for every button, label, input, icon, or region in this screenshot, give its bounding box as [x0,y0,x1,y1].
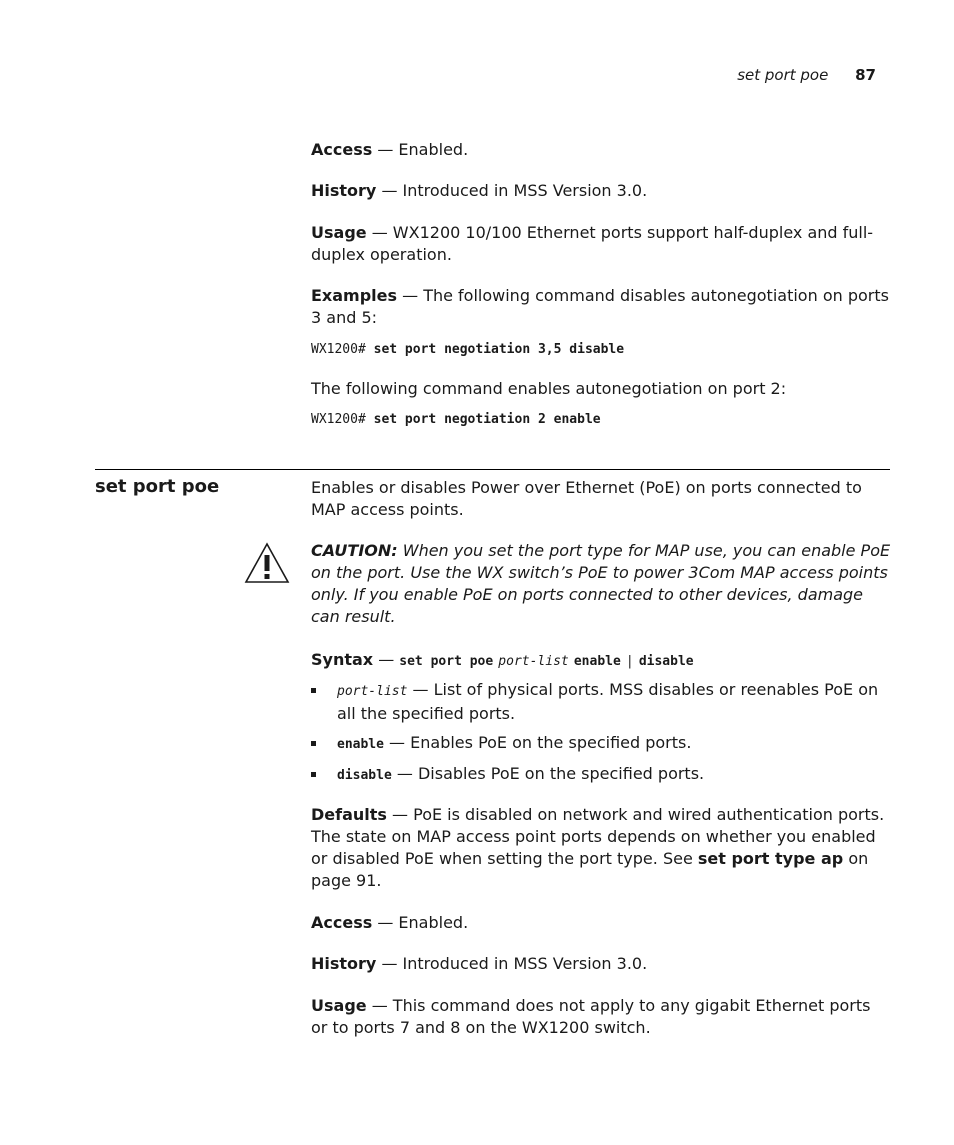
page-number: 87 [855,66,876,84]
section-title: set port poe [95,476,220,497]
usage: Usage — This command does not apply to any gigabit Ethernet ports or to ports 7 and 8 on the WX1200 switch. [311,996,871,1037]
bullet-square-icon [311,688,316,693]
running-header [737,66,876,84]
xref-link[interactable]: set port type ap [697,849,844,868]
history: History — Introduced in MSS Version 3.0. [311,954,648,973]
example1-code: WX1200# set port negotiation 3,5 disable [311,342,625,357]
prev-examples: Examples — The following command disables autonegotiation on ports 3 and 5: [311,286,889,327]
prev-history: History — Introduced in MSS Version 3.0. [311,181,648,200]
example2-intro: The following command enables autonegotiation on port 2: [311,379,787,398]
example2-code: WX1200# set port negotiation 2 enable [311,412,601,427]
caution-note: CAUTION: When you set the port type for MAP use, you can enable PoE on the port. Use the WX switch’s PoE to power 3Com MAP access points only. If you enable PoE on ports connected to other devices, damage can result. [311,541,891,626]
header-title: set port poe [737,66,829,84]
syntax-line: Syntax — set port poe port-list enable | disable [311,650,694,669]
section-intro: Enables or disables Power over Ethernet (PoE) on ports connected to MAP access points. [311,478,862,519]
prev-usage: Usage — WX1200 10/100 Ethernet ports support half-duplex and full-duplex operation. [311,223,874,264]
access: Access — Enabled. [311,913,469,932]
prev-access: Access — Enabled. [311,140,469,159]
bullet-square-icon [311,741,316,746]
warning-triangle-icon [244,542,290,584]
defaults: Defaults — PoE is disabled on network and wired authentication ports. The state on MAP access point ports depends on whether you enabled or disabled PoE when setting the port type. See set port type ap on page 91. [311,805,885,890]
section-divider [95,469,890,470]
bullet-square-icon [311,772,316,777]
